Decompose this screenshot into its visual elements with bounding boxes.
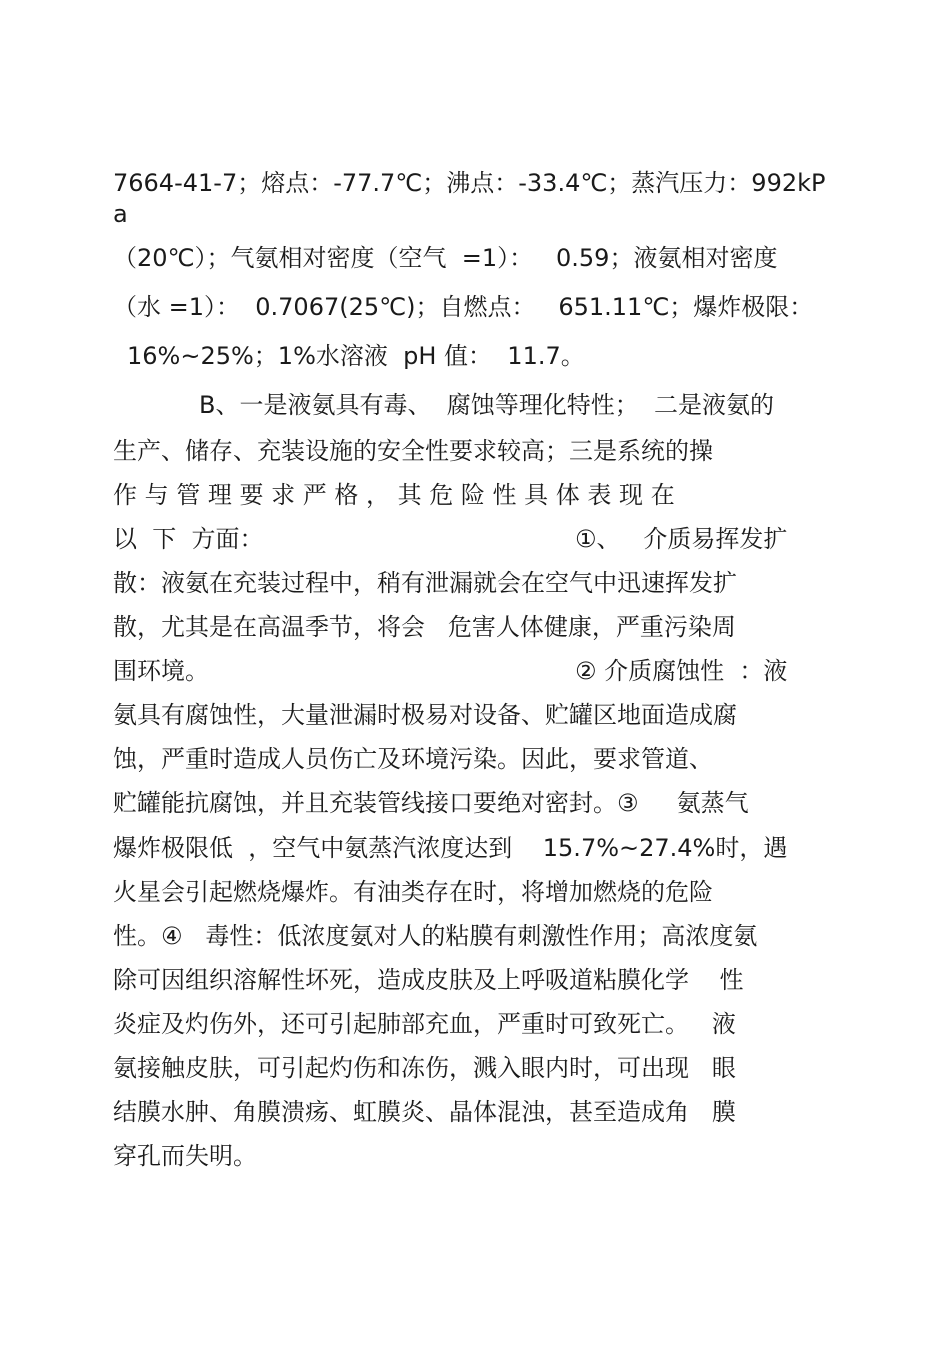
text-line-11: 散：液氨在充装过程中，稍有泄漏就会在空气中迅速挥发扩 [113, 569, 737, 597]
text-line-2: a [113, 200, 128, 228]
text-line-12: 散，尤其是在高温季节，将会 危害人体健康，严重污染周 [113, 613, 736, 641]
text-line-20: 性。④ 毒性：低浓度氨对人的粘膜有刺激性作用；高浓度氨 [113, 922, 758, 950]
text-line-9: 以 下 方面： [113, 525, 264, 553]
text-line-22: 炎症及灼伤外，还可引起肺部充血，严重时可致死亡。 液 [113, 1010, 736, 1038]
text-line-13: 围环境。 [113, 657, 209, 685]
text-line-1: 7664-41-7；熔点：-77.7℃；沸点：-33.4℃；蒸汽压力：992kP [113, 169, 826, 197]
text-line-8: 作 与 管 理 要 求 严 格 ， 其 危 险 性 具 体 表 现 在 [113, 481, 675, 509]
text-line-4: （水 =1）： 0.7067(25℃)；自燃点： 651.11℃；爆炸极限： [113, 293, 814, 321]
text-line-10: ①、 介质易挥发扩 [575, 525, 788, 553]
text-line-16: 蚀，严重时造成人员伤亡及环境污染。因此，要求管道、 [113, 745, 713, 773]
text-line-15: 氨具有腐蚀性，大量泄漏时极易对设备、贮罐区地面造成腐 [113, 701, 737, 729]
text-line-14: ② 介质腐蚀性 ：液 [575, 657, 788, 685]
text-line-6: B、一是液氨具有毒、 腐蚀等理化特性； 二是液氨的 [199, 391, 774, 419]
text-line-23: 氨接触皮肤，可引起灼伤和冻伤，溅入眼内时，可出现 眼 [113, 1054, 736, 1082]
text-line-7: 生产、储存、充装设施的安全性要求较高；三是系统的操 [113, 437, 713, 465]
text-line-17: 贮罐能抗腐蚀，并且充装管线接口要绝对密封。③ 氨蒸气 [113, 789, 749, 817]
text-line-3: （20℃）；气氨相对密度（空气 =1）： 0.59；液氨相对密度 [113, 244, 778, 272]
text-line-21: 除可因组织溶解性坏死，造成皮肤及上呼吸道粘膜化学 性 [113, 966, 744, 994]
text-line-18: 爆炸极限低 ，空气中氨蒸汽浓度达到 15.7%~27.4%时，遇 [113, 834, 788, 862]
text-line-5: 16%~25%；1%水溶液 pH 值： 11.7。 [127, 342, 585, 370]
text-line-25: 穿孔而失明。 [113, 1142, 257, 1170]
text-line-24: 结膜水肿、角膜溃疡、虹膜炎、晶体混浊，甚至造成角 膜 [113, 1098, 736, 1126]
text-line-19: 火星会引起燃烧爆炸。有油类存在时，将增加燃烧的危险 [113, 878, 713, 906]
